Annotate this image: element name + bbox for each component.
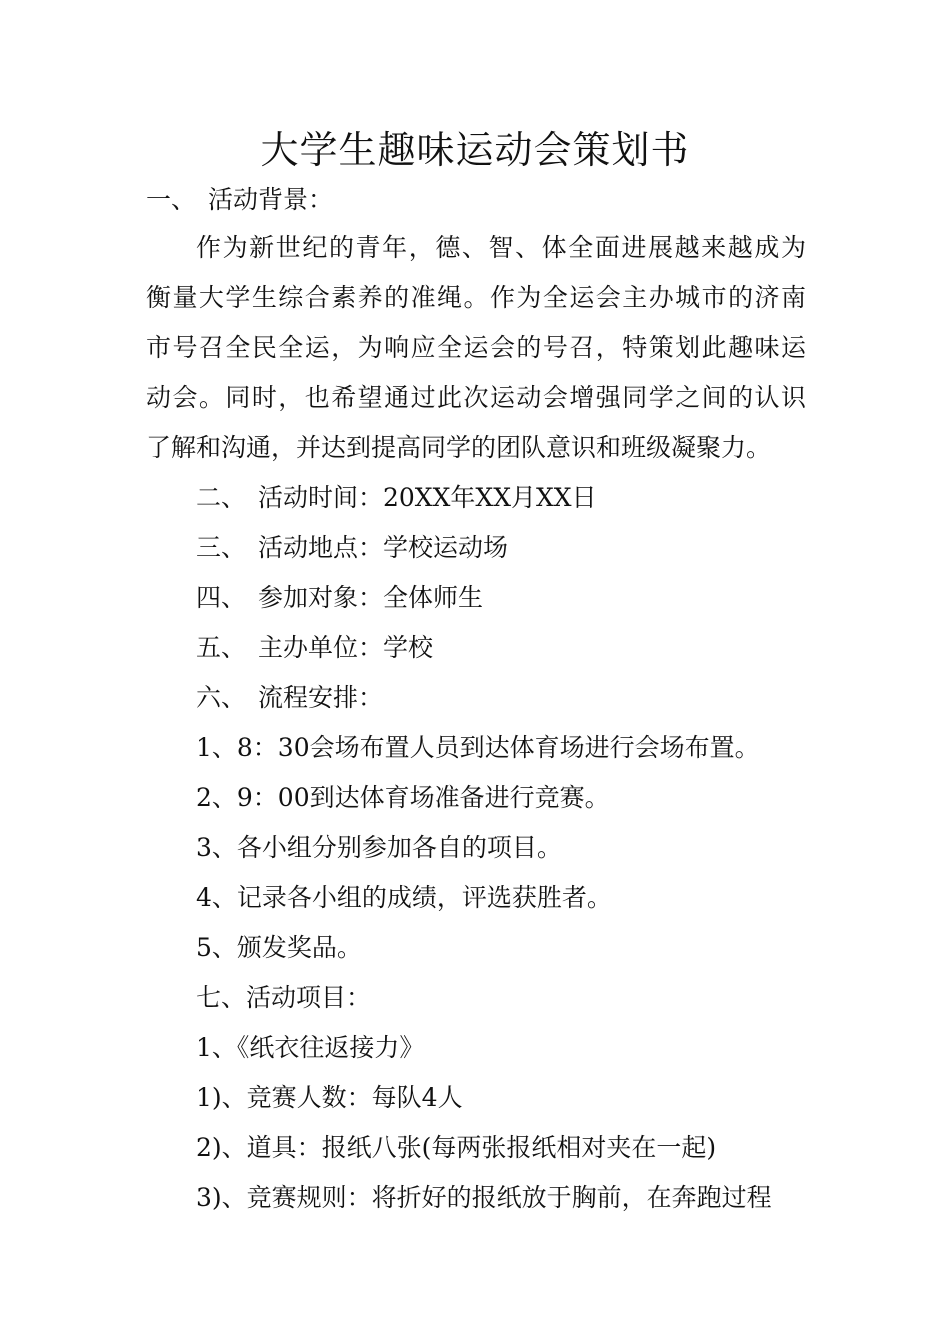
process-step-2: 2、9：00到达体育场准备进行竞赛。: [196, 783, 610, 812]
activity-1-item-3: 3)、竞赛规则：将折好的报纸放于胸前，在奔跑过程: [196, 1183, 772, 1212]
section-1-heading: [146, 183, 333, 217]
section-1-number: 一、: [146, 185, 197, 214]
section-4-number: 四、: [196, 583, 247, 612]
section-7-heading: 七、活动项目：: [196, 983, 372, 1012]
section-3-text: 活动地点：学校运动场: [258, 533, 509, 562]
section-3: [196, 531, 508, 565]
process-step-1: 1、8：30会场布置人员到达体育场进行会场布置。: [196, 733, 760, 762]
document-title: 大学生趣味运动会策划书: [260, 128, 690, 172]
section-1-title: 活动背景：: [208, 185, 334, 214]
section-6: [196, 681, 383, 715]
process-step-4: 4、记录各小组的成绩，评选获胜者。: [196, 883, 612, 912]
section-6-text: 流程安排：: [258, 683, 384, 712]
background-line-5: 了解和沟通，并达到提高同学的团队意识和班级凝聚力。: [146, 433, 772, 462]
section-6-number: 六、: [196, 683, 247, 712]
section-5: [196, 631, 433, 665]
background-line-4: 动会。同时，也希望通过此次运动会增强同学之间的认识: [146, 383, 806, 412]
section-3-number: 三、: [196, 533, 247, 562]
background-line-1: 作为新世纪的青年，德、智、体全面进展越来越成为: [196, 233, 806, 262]
activity-1-item-2: 2)、道具：报纸八张(每两张报纸相对夹在一起): [196, 1133, 717, 1162]
process-step-3: 3、各小组分别参加各自的项目。: [196, 833, 562, 862]
section-2: [196, 481, 597, 515]
background-line-3: 市号召全民全运，为响应全运会的号召，特策划此趣味运: [146, 333, 806, 362]
activity-1-item-1: 1)、竞赛人数：每队4人: [196, 1083, 463, 1112]
section-2-text: 活动时间：20XX年XX月XX日: [258, 483, 597, 512]
section-5-text: 主办单位：学校: [258, 633, 434, 662]
section-5-number: 五、: [196, 633, 247, 662]
section-4: [196, 581, 483, 615]
process-step-5: 5、颁发奖品。: [196, 933, 362, 962]
section-4-text: 参加对象：全体师生: [258, 583, 484, 612]
activity-1-title: 1、《纸衣往返接力》: [196, 1033, 425, 1062]
background-line-2: 衡量大学生综合素养的准绳。作为全运会主办城市的济南: [146, 283, 806, 312]
section-2-number: 二、: [196, 483, 247, 512]
